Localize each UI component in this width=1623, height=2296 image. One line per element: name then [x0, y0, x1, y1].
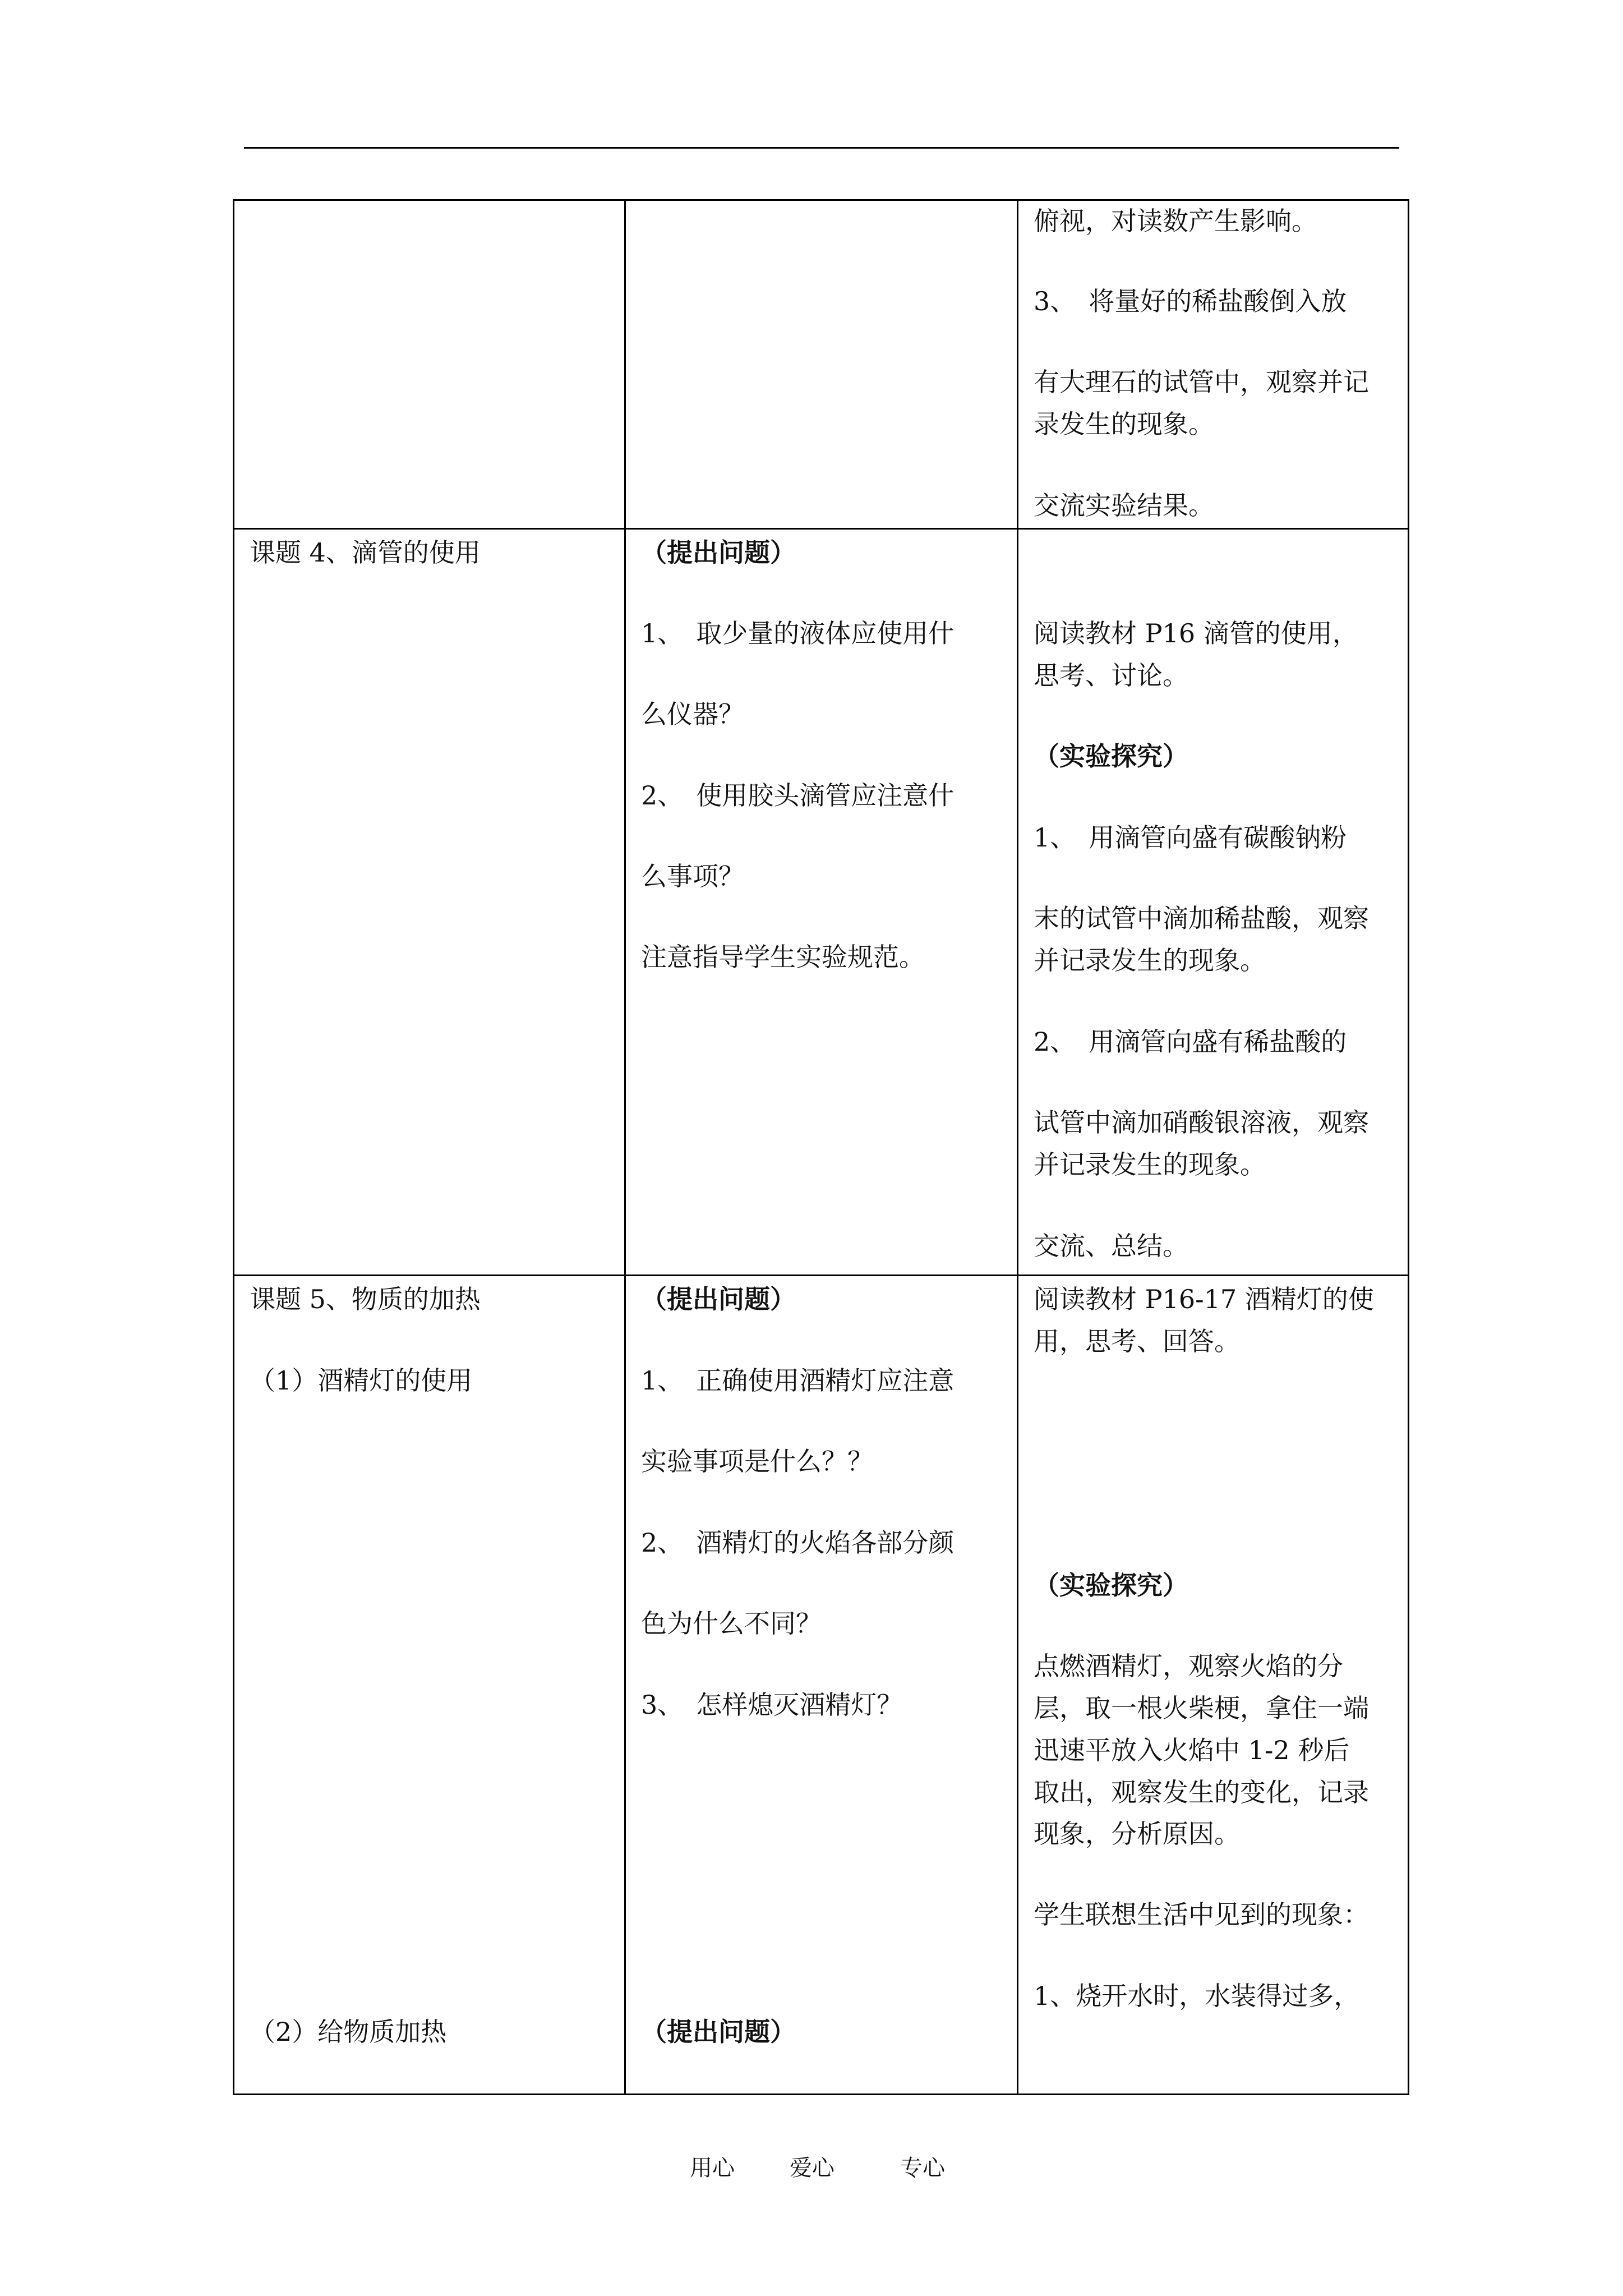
row2-text-5: 末的试管中滴加稀盐酸，观察: [1034, 903, 1369, 933]
table-border-bottom: [233, 2093, 1409, 2095]
row1-text-5: 交流实验结果。: [1034, 490, 1214, 521]
row2-question-1b: 么仪器？: [641, 699, 744, 729]
row2-text-9: 并记录发生的现象。: [1034, 1149, 1266, 1180]
row3-question-2a: 2、 酒精灯的火焰各部分颜: [641, 1527, 955, 1558]
row-divider-2: [233, 1274, 1409, 1276]
row2-experiment-heading: （实验探究）: [1034, 741, 1188, 771]
row2-text-2: 思考、讨论。: [1034, 660, 1188, 691]
lesson-4-title: 课题 4、滴管的使用: [250, 537, 481, 568]
row3-text-10: 1、烧开水时，水装得过多，: [1034, 1981, 1360, 2011]
footer-word-3: 专心: [900, 2155, 945, 2181]
footer-word-2: 爱心: [790, 2155, 834, 2181]
row1-text-4: 录发生的现象。: [1034, 409, 1214, 439]
row3-question-3: 3、 怎样熄灭酒精灯？: [641, 1690, 903, 1720]
lesson-5-title: 课题 5、物质的加热: [250, 1284, 481, 1314]
row2-question-2b: 么事项？: [641, 861, 744, 891]
row3-text-8: 现象，分析原因。: [1034, 1819, 1240, 1849]
footer-word-1: 用心: [690, 2155, 735, 2181]
table-border-left: [233, 199, 234, 2095]
row3-question-1b: 实验事项是什么？？: [641, 1446, 873, 1476]
header-rule: [244, 147, 1399, 149]
row1-text-1: 俯视，对读数产生影响。: [1034, 206, 1317, 236]
row2-question-heading: （提出问题）: [641, 537, 796, 568]
row2-note: 注意指导学生实验规范。: [641, 942, 925, 972]
column-divider-2: [1017, 199, 1018, 2095]
row1-text-3: 有大理石的试管中，观察并记: [1034, 367, 1369, 397]
row3-question-heading-2: （提出问题）: [641, 2017, 796, 2047]
row3-text-2: 用，思考、回答。: [1034, 1326, 1240, 1356]
row2-question-1a: 1、 取少量的液体应使用什: [641, 618, 955, 648]
row2-text-7: 2、 用滴管向盛有稀盐酸的: [1034, 1027, 1347, 1057]
row3-text-7: 取出，观察发生的变化，记录: [1034, 1777, 1369, 1807]
row2-question-2a: 2、 使用胶头滴管应注意什: [641, 780, 955, 811]
row3-text-6: 迅速平放入火焰中 1-2 秒后: [1034, 1735, 1350, 1765]
row3-question-2b: 色为什么不同？: [641, 1608, 822, 1639]
lesson-5-part-2: （2）给物质加热: [250, 2017, 447, 2047]
table-border-right: [1408, 199, 1409, 2095]
row-divider-1: [233, 528, 1409, 530]
lesson-table: [233, 199, 1409, 2095]
row3-text-4: 点燃酒精灯，观察火焰的分: [1034, 1651, 1343, 1681]
row2-text-6: 并记录发生的现象。: [1034, 945, 1266, 976]
row3-text-9: 学生联想生活中见到的现象：: [1034, 1899, 1369, 1930]
page-footer: [0, 2154, 1623, 2188]
column-divider-1: [624, 199, 626, 2095]
row3-text-5: 层，取一根火柴梗，拿住一端: [1034, 1693, 1369, 1723]
row3-text-1: 阅读教材 P16-17 酒精灯的使: [1034, 1284, 1374, 1314]
row3-question-1a: 1、 正确使用酒精灯应注意: [641, 1365, 955, 1396]
row2-text-8: 试管中滴加硝酸银溶液，观察: [1034, 1107, 1369, 1138]
table-border-top: [233, 199, 1409, 201]
row2-text-10: 交流、总结。: [1034, 1231, 1188, 1261]
row3-question-heading: （提出问题）: [641, 1284, 796, 1314]
row3-experiment-heading: （实验探究）: [1034, 1570, 1188, 1600]
row2-text-1: 阅读教材 P16 滴管的使用，: [1034, 618, 1358, 648]
row2-text-4: 1、 用滴管向盛有碳酸钠粉: [1034, 822, 1347, 853]
lesson-5-part-1: （1）酒精灯的使用: [250, 1365, 473, 1396]
row1-text-2: 3、 将量好的稀盐酸倒入放: [1034, 286, 1347, 316]
